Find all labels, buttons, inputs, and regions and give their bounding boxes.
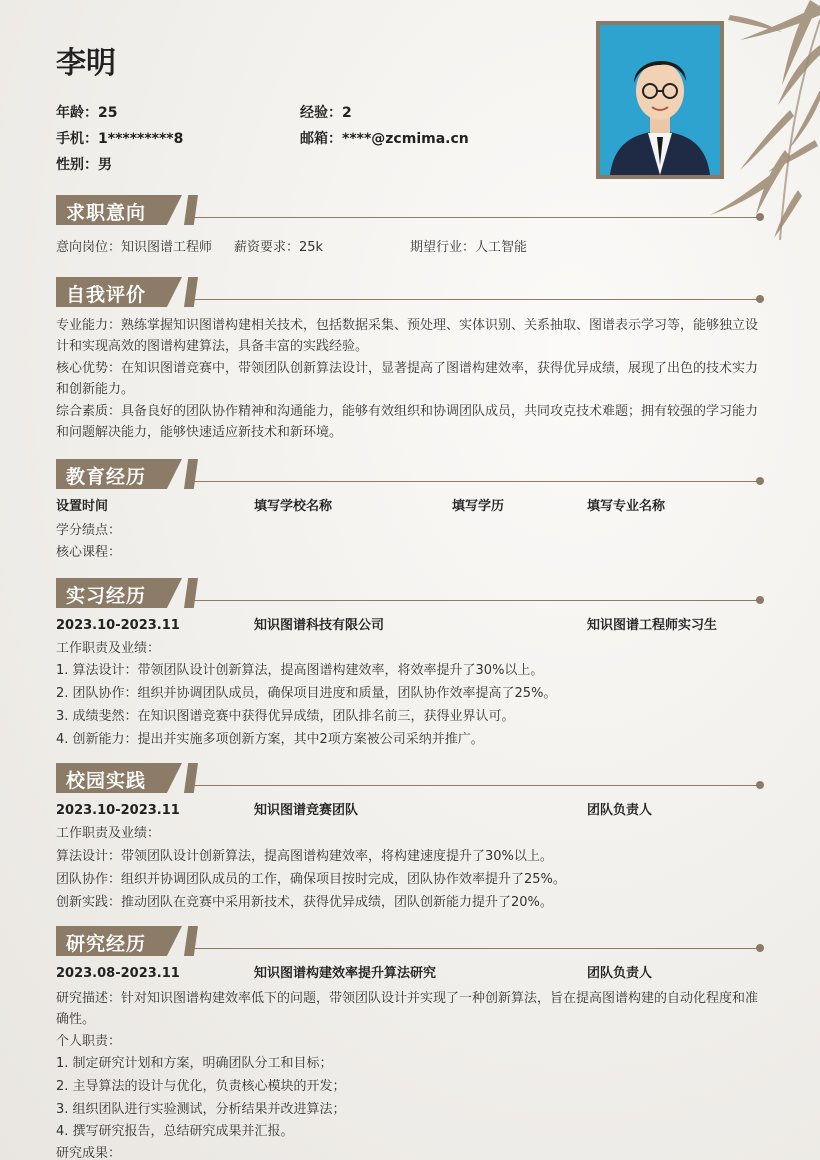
- research-item: 1. 制定研究计划和方案，明确团队分工和目标；: [56, 1056, 333, 1071]
- education-courses: 核心课程：: [56, 545, 122, 560]
- section-divider: [186, 481, 758, 482]
- internship-item: 4. 创新能力：提出并实施多项创新方案，其中2项方案被公司采纳并推广。: [56, 732, 484, 747]
- section-stripe: [184, 459, 198, 489]
- campus-item: 团队协作：组织并协调团队成员的工作，确保项目按时完成，团队协作效率提升了25%。: [56, 872, 566, 887]
- section-title: 实习经历: [66, 585, 147, 607]
- section-stripe: [184, 763, 198, 793]
- research-description: 研究描述：针对知识图谱构建效率低下的问题，带领团队设计并实现了一种创新算法，旨在提高图谱构建的自动化程度和准确性。: [56, 991, 759, 1027]
- section-dot: [756, 477, 764, 485]
- email-value: ****@zcmima.cn: [342, 131, 469, 147]
- photo-frame: [596, 21, 724, 179]
- profile-photo: [600, 25, 720, 175]
- experience-row: [300, 102, 352, 122]
- campus-org: 知识图谱竞赛团队: [254, 803, 359, 818]
- research-role: 团队负责人: [587, 966, 653, 981]
- education-major: 填写专业名称: [587, 499, 666, 514]
- section-title: 教育经历: [66, 466, 147, 488]
- self-eval-advantage: 核心优势：在知识图谱竞赛中，带领团队创新算法设计，显著提高了图谱构建效率，获得优异成绩，展现了出色的技术实力和创新能力。: [56, 361, 759, 397]
- intent-position: 意向岗位：知识图谱工程师: [56, 240, 213, 255]
- gender-value: 男: [98, 157, 112, 173]
- section-title: 求职意向: [66, 202, 147, 224]
- gender-row: [56, 154, 112, 174]
- age-value: 25: [98, 105, 118, 121]
- section-divider: [186, 948, 758, 949]
- section-title: 校园实践: [66, 770, 147, 792]
- intent-industry: 期望行业：人工智能: [410, 240, 528, 255]
- section-header-research: [56, 926, 764, 956]
- section-dot: [756, 781, 764, 789]
- person-portrait-icon: [600, 25, 720, 175]
- section-dot: [756, 295, 764, 303]
- section-stripe: [184, 195, 198, 225]
- section-stripe: [184, 578, 198, 608]
- section-stripe: [184, 277, 198, 307]
- research-project: 知识图谱构建效率提升算法研究: [254, 966, 437, 981]
- section-header-campus: [56, 763, 764, 793]
- education-degree: 填写学历: [452, 499, 505, 514]
- phone-value: 1*********8: [98, 131, 184, 147]
- research-item: 4. 撰写研究报告，总结研究成果并汇报。: [56, 1124, 294, 1139]
- phone-row: [56, 128, 183, 148]
- self-eval-professional: 专业能力：熟练掌握知识图谱构建相关技术，包括数据采集、预处理、实体识别、关系抽取、图谱表示学习等，能够独立设计和实现高效的图谱构建算法，具备丰富的实践经验。: [56, 318, 759, 354]
- section-divider: [186, 785, 758, 786]
- section-header-intent: [56, 195, 764, 225]
- section-header-education: [56, 459, 764, 489]
- email-row: [300, 128, 469, 148]
- campus-time: 2023.10-2023.11: [56, 803, 180, 818]
- education-time: 设置时间: [56, 499, 109, 514]
- education-school: 填写学校名称: [254, 499, 333, 514]
- age-label: 年龄：: [56, 105, 98, 121]
- section-divider: [186, 217, 758, 218]
- experience-value: 2: [342, 105, 352, 121]
- section-header-internship: [56, 578, 764, 608]
- internship-item: 2. 团队协作：组织并协调团队成员，确保项目进度和质量，团队协作效率提高了25%。: [56, 686, 557, 701]
- self-eval-quality: 综合素质：具备良好的团队协作精神和沟通能力，能够有效组织和协调团队成员，共同攻克技术难题；拥有较强的学习能力和问题解决能力，能够快速适应新技术和新环境。: [56, 404, 759, 440]
- research-result-title: 研究成果：: [56, 1146, 122, 1160]
- campus-role: 团队负责人: [587, 803, 653, 818]
- section-dot: [756, 213, 764, 221]
- research-item: 2. 主导算法的设计与优化，负责核心模块的开发；: [56, 1079, 346, 1094]
- age-row: [56, 102, 117, 122]
- campus-duty-title: 工作职责及业绩：: [56, 826, 161, 841]
- section-dot: [756, 944, 764, 952]
- section-divider: [186, 600, 758, 601]
- campus-item: 算法设计：带领团队设计创新算法，提高图谱构建效率，将构建速度提升了30%以上。: [56, 849, 553, 864]
- research-duty-title: 个人职责：: [56, 1034, 122, 1049]
- candidate-name: 李明: [56, 46, 116, 81]
- internship-time: 2023.10-2023.11: [56, 618, 180, 633]
- gender-label: 性别：: [56, 157, 98, 173]
- campus-item: 创新实践：推动团队在竞赛中采用新技术，获得优异成绩，团队创新能力提升了20%。: [56, 895, 553, 910]
- section-title: 研究经历: [66, 933, 147, 955]
- section-stripe: [184, 926, 198, 956]
- internship-item: 1. 算法设计：带领团队设计创新算法，提高图谱构建效率，将效率提升了30%以上。: [56, 663, 544, 678]
- email-label: 邮箱：: [300, 131, 342, 147]
- research-time: 2023.08-2023.11: [56, 966, 180, 981]
- internship-role: 知识图谱工程师实习生: [587, 618, 718, 633]
- section-title: 自我评价: [66, 284, 147, 306]
- section-dot: [756, 596, 764, 604]
- section-header-self-eval: [56, 277, 764, 307]
- internship-item: 3. 成绩斐然：在知识图谱竞赛中获得优异成绩，团队排名前三，获得业界认可。: [56, 709, 515, 724]
- education-gpa: 学分绩点：: [56, 523, 122, 538]
- intent-salary: 薪资要求：25k: [234, 240, 324, 255]
- research-item: 3. 组织团队进行实验测试，分析结果并改进算法；: [56, 1102, 346, 1117]
- section-divider: [186, 299, 758, 300]
- experience-label: 经验：: [300, 105, 342, 121]
- internship-duty-title: 工作职责及业绩：: [56, 641, 161, 656]
- phone-label: 手机：: [56, 131, 98, 147]
- internship-company: 知识图谱科技有限公司: [254, 618, 385, 633]
